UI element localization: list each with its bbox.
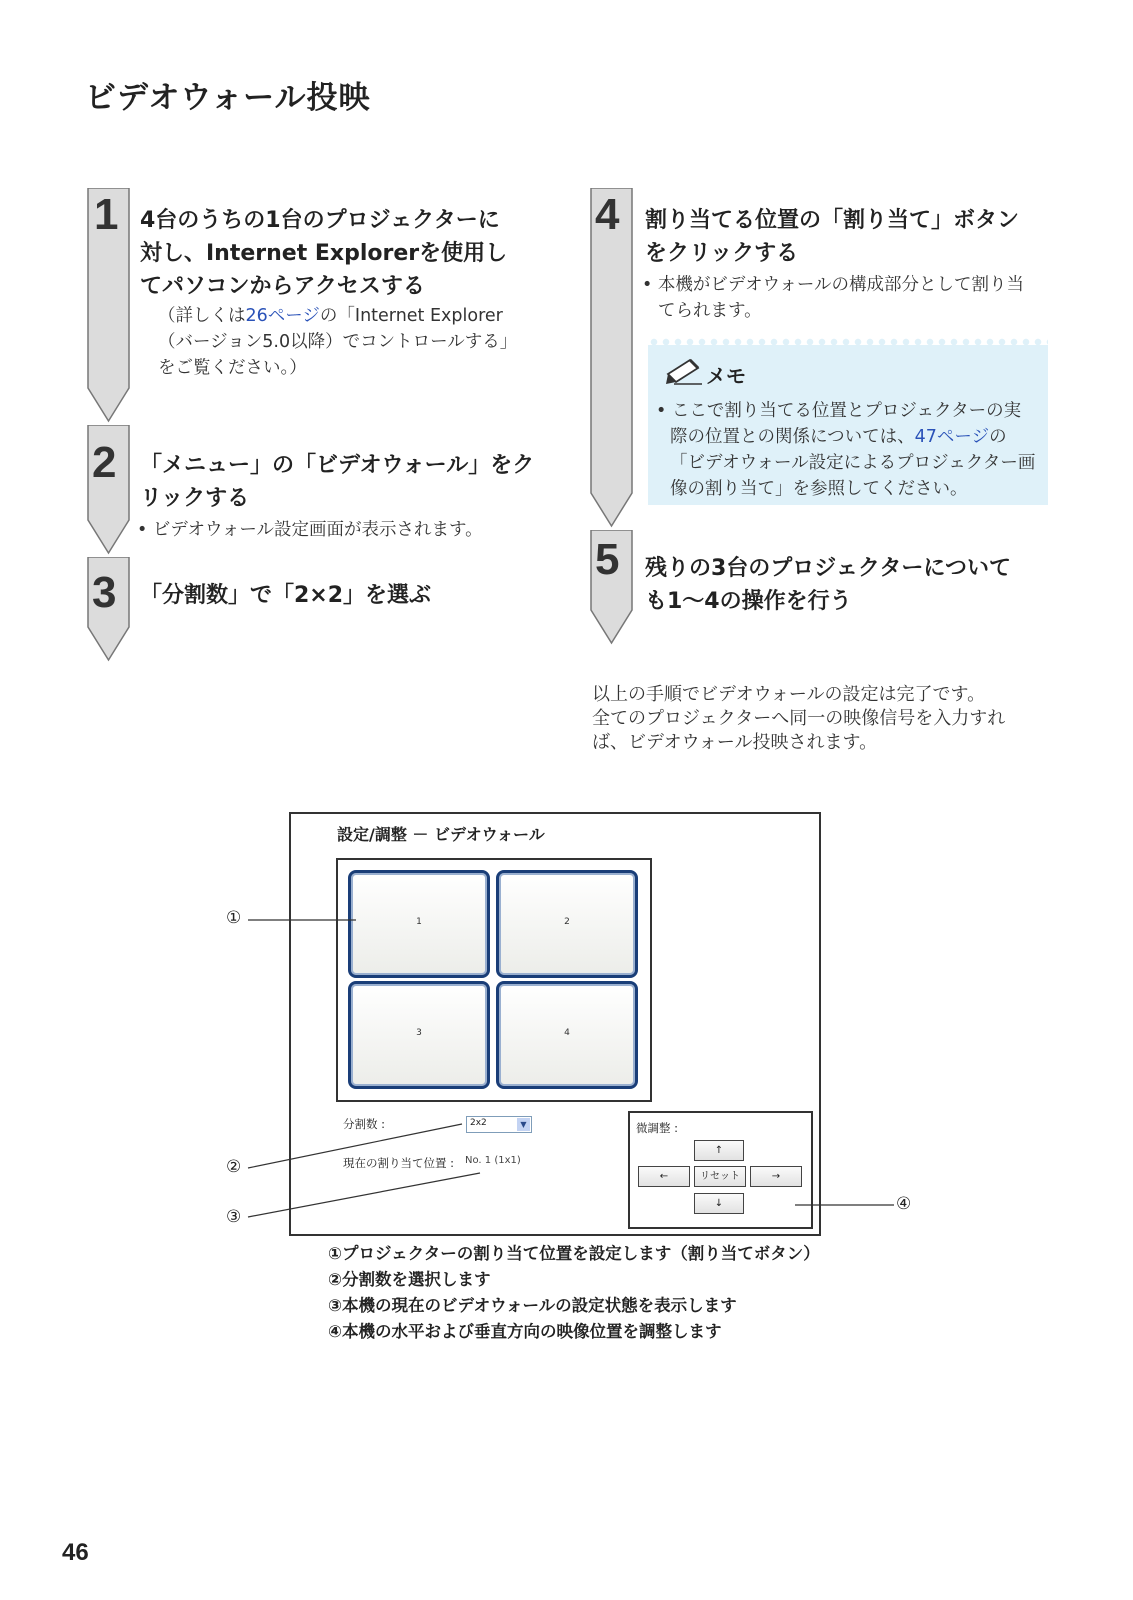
callout-3: ③: [226, 1207, 242, 1227]
callout-2: ②: [226, 1157, 242, 1177]
step-2-heading: 「メニュー」の「ビデオウォール」をク リックする: [140, 453, 535, 511]
assign-button-4[interactable]: 4: [496, 981, 638, 1089]
page-title: ビデオウォール投映: [85, 80, 371, 116]
step-4-heading: 割り当てる位置の「割り当て」ボタン をクリックする: [645, 208, 1020, 266]
split-label: 分割数 :: [343, 1117, 386, 1131]
assign-button-2[interactable]: 2: [496, 870, 638, 978]
legend-item-1: ①プロジェクターの割り当て位置を設定します（割り当てボタン）: [328, 1244, 820, 1263]
reset-button[interactable]: リセット: [694, 1166, 746, 1187]
summary-text: 以上の手順でビデオウォールの設定は完了です。 全てのプロジェクターへ同一の映像信号を入力すれ ば、ビデオウォール投映されます。: [592, 684, 1006, 753]
page-link-26[interactable]: 26ページ: [245, 306, 320, 326]
current-position-label: 現在の割り当て位置 :: [343, 1156, 455, 1170]
step-number-4: 4: [595, 190, 620, 239]
step-number-3: 3: [92, 568, 117, 617]
arrow-down-button[interactable]: ↓: [694, 1193, 744, 1214]
callout-1: ①: [226, 908, 242, 928]
page-number: 46: [62, 1539, 89, 1566]
memo-title: メモ: [706, 364, 746, 388]
chevron-down-icon: ▼: [517, 1118, 530, 1131]
legend-item-3: ③本機の現在のビデオウォールの設定状態を表示します: [328, 1296, 737, 1315]
legend-item-4: ④本機の水平および垂直方向の映像位置を調整します: [328, 1322, 722, 1341]
arrow-up-button[interactable]: ↑: [694, 1140, 744, 1161]
split-select[interactable]: 2x2 ▼: [466, 1116, 532, 1133]
memo-text: • ここで割り当てる位置とプロジェクターの実 際の位置との関係については、47ページの 「ビデオウォール設定によるプロジェクター画 像の割り当て」を参照してください。: [656, 401, 1036, 499]
legend-item-2: ②分割数を選択します: [328, 1270, 491, 1289]
arrow-left-button[interactable]: ←: [638, 1166, 690, 1187]
step-2-bullet: • ビデオウォール設定画面が表示されます。: [137, 520, 483, 540]
step-1-note: （詳しくは26ページの「Internet Explorer （バージョン5.0以降）でコントロールする」 をご覧ください。）: [158, 306, 518, 378]
step-number-5: 5: [595, 535, 620, 584]
page-link-47[interactable]: 47ページ: [914, 427, 990, 447]
step-number-2: 2: [92, 438, 117, 487]
step-1-heading: 4台のうちの1台のプロジェクターに 対し、Internet Explorerを使用し てパソコンからアクセスする: [140, 208, 508, 299]
step-3-heading: 「分割数」で「2×2」を選ぶ: [140, 583, 432, 608]
step-number-1: 1: [94, 190, 119, 239]
step-4-bullet: • 本機がビデオウォールの構成部分として割り当 てられます。: [642, 275, 1024, 321]
arrow-right-button[interactable]: →: [750, 1166, 802, 1187]
step-5-heading: 残りの3台のプロジェクターについて も1〜4の操作を行う: [645, 556, 1011, 614]
current-position-value: No. 1 (1x1): [465, 1155, 521, 1166]
fine-adjust-label: 微調整 :: [636, 1121, 679, 1135]
assign-button-3[interactable]: 3: [348, 981, 490, 1089]
callout-4: ④: [896, 1194, 912, 1214]
assign-button-1[interactable]: 1: [348, 870, 490, 978]
screenshot-title: 設定/調整 － ビデオウォール: [337, 825, 545, 844]
